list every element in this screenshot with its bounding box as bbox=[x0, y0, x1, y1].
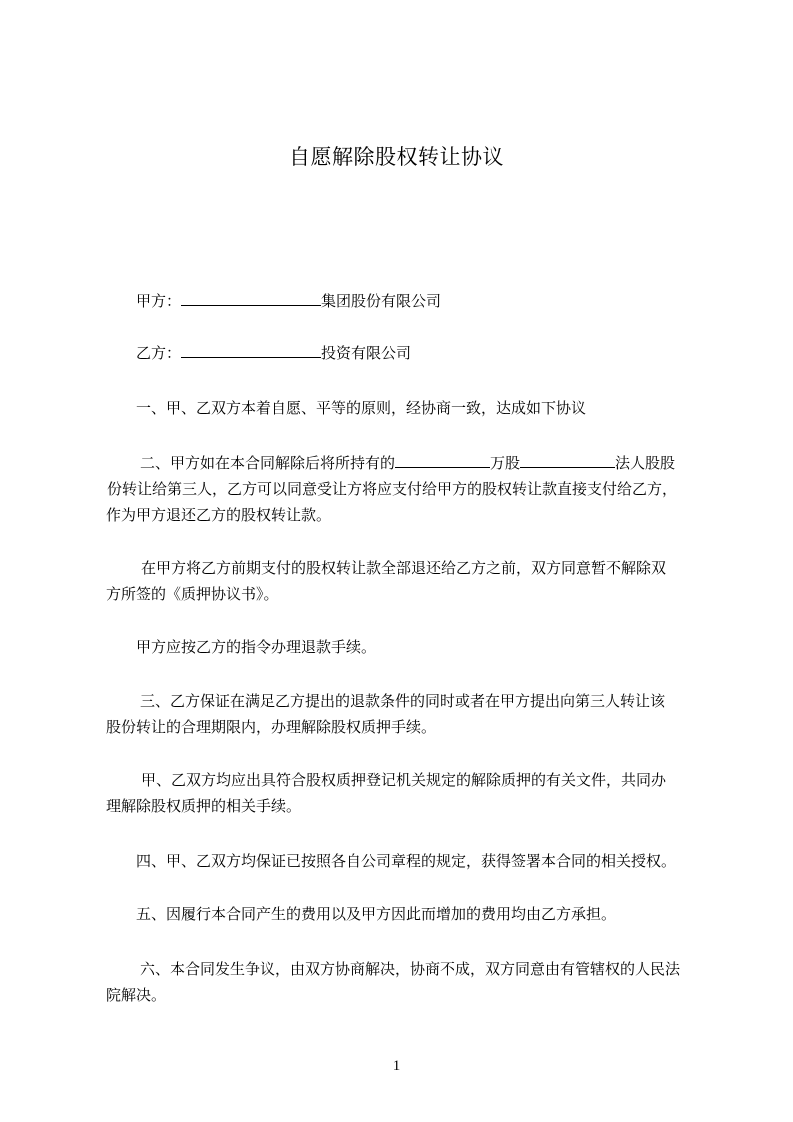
clause-5: 五、因履行本合同产生的费用以及甲方因此而增加的费用均由乙方承担。 bbox=[136, 905, 617, 923]
joint-para-line-1: 甲、乙双方均应出具符合股权质押登记机关规定的解除质押的有关文件，共同办 bbox=[141, 771, 667, 789]
clause-6-line-1: 六、本合同发生争议，由双方协商解决，协商不成，双方同意由有管辖权的人民法 bbox=[140, 960, 681, 978]
clause-2-part-3: 法人股股 bbox=[615, 454, 676, 472]
pledge-para-line-2: 方所签的《质押协议书》。 bbox=[106, 585, 279, 603]
clause-2-part-2: 万股 bbox=[490, 454, 521, 472]
party-b-label: 乙方： bbox=[136, 344, 182, 362]
clause-2-line-2: 份转让给第三人，乙方可以同意受让方将应支付给甲方的股权转让款直接支付给乙方， bbox=[107, 480, 678, 498]
clause-2-shares-blank[interactable] bbox=[395, 453, 490, 468]
clause-2-type-blank[interactable] bbox=[520, 453, 615, 468]
party-a-blank[interactable] bbox=[181, 291, 321, 306]
party-a-suffix: 集团股份有限公司 bbox=[321, 292, 442, 310]
clause-1: 一、甲、乙双方本着自愿、平等的原则，经协商一致，达成如下协议 bbox=[136, 399, 587, 417]
pledge-para-line-1: 在甲方将乙方前期支付的股权转让款全部退还给乙方之前，双方同意暂不解除双 bbox=[141, 559, 667, 577]
clause-4: 四、甲、乙双方均保证已按照各自公司章程的规定，获得签署本合同的相关授权。 bbox=[136, 852, 677, 870]
party-b-suffix: 投资有限公司 bbox=[321, 344, 412, 362]
party-b-blank[interactable] bbox=[181, 343, 321, 358]
party-b-line bbox=[136, 343, 411, 363]
document-title: 自愿解除股权转让协议 bbox=[289, 145, 504, 169]
joint-para-line-2: 理解除股权质押的相关手续。 bbox=[106, 797, 302, 815]
page-number: 1 bbox=[392, 1058, 401, 1074]
clause-3-line-1: 三、乙方保证在满足乙方提出的退款条件的同时或者在甲方提出向第三人转让该 bbox=[140, 692, 666, 710]
clause-3-line-2: 股份转让的合理期限内，办理解除股权质押手续。 bbox=[106, 718, 437, 736]
clause-2-line-3: 作为甲方退还乙方的股权转让款。 bbox=[106, 506, 332, 524]
clause-2-line-1 bbox=[140, 453, 675, 473]
clause-6-line-2: 院解决。 bbox=[106, 986, 167, 1004]
party-a-line bbox=[136, 291, 441, 311]
clause-2-part-1: 二、甲方如在本合同解除后将所持有的 bbox=[140, 454, 396, 472]
refund-para: 甲方应按乙方的指令办理退款手续。 bbox=[136, 638, 377, 656]
party-a-label: 甲方： bbox=[136, 292, 182, 310]
